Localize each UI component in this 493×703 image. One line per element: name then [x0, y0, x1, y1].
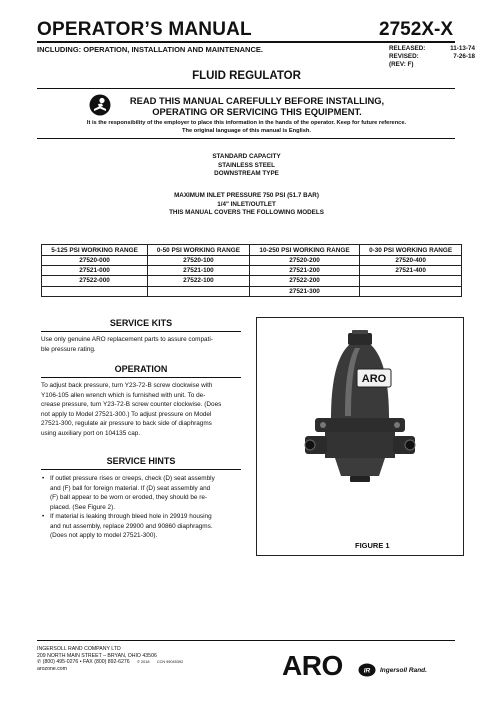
table-cell: 27522-200 [249, 276, 359, 286]
model-number: 2752X-X [379, 19, 453, 40]
revised-date: 7-26-18 [453, 53, 475, 60]
table-cell [360, 286, 462, 296]
spec-capacity: STANDARD CAPACITY [212, 153, 281, 160]
table-cell [360, 276, 462, 286]
models-table [41, 244, 462, 297]
phone-fax: (800) 495-0276 • FAX (800) 892-6276 [42, 659, 130, 666]
text-line: • If outlet pressure rises or creeps, check (D) seat assembly [50, 475, 215, 482]
figure-frame [256, 317, 464, 556]
table-cell: 27520-000 [42, 256, 148, 266]
text-line: crease pressure, turn Y23-72-B screw counter clockwise. (Does [41, 401, 222, 408]
warning-text-line1: It is the responsibility of the employer to place this information in the hands of the operator. Keep for future reference. [86, 120, 407, 126]
table-header-row [42, 245, 462, 256]
contact-line [37, 659, 183, 666]
svg-text:IR: IR [363, 667, 371, 675]
warning-text-line2: The original language of this manual is English. [182, 127, 311, 134]
warning-heading [122, 95, 392, 117]
table-cell: 27521-300 [249, 286, 359, 296]
table-cell: 27521-000 [42, 266, 148, 276]
operation-rule [41, 377, 241, 378]
footer-rule [37, 640, 455, 641]
footer-address [37, 646, 183, 672]
service-hints-rule [41, 469, 241, 470]
manual-subtitle: INCLUDING: OPERATION, INSTALLATION AND MAINTENANCE. [37, 45, 263, 54]
warning-rule [37, 138, 455, 139]
list-item [41, 512, 245, 541]
table-cell [42, 286, 148, 296]
aro-logo: ARO [282, 650, 343, 681]
revision-label: (REV: F) [389, 61, 414, 68]
company-address: 209 NORTH MAIN STREET – BRYAN, OHIO 43506 [37, 652, 157, 659]
service-kits-rule [41, 331, 241, 332]
text-line: placed. (See Figure 2). [50, 503, 116, 511]
spec-group-1 [0, 153, 493, 179]
spec-models-covered: THIS MANUAL COVERS THE FOLLOWING MODELS [169, 209, 324, 216]
read-manual-icon [89, 94, 111, 116]
service-kits-heading: SERVICE KITS [109, 318, 173, 328]
revised-label: REVISED: [389, 53, 419, 60]
service-hints-heading: SERVICE HINTS [106, 456, 176, 466]
table-cell: 27520-100 [148, 256, 250, 266]
table-row [42, 256, 462, 266]
table-row [42, 266, 462, 276]
product-rule [37, 88, 455, 89]
text-line: To adjust back pressure, turn Y23-72-B screw clockwise with [41, 382, 213, 389]
text-line: and nut assembly, replace 29900 and 90860 diaphragms. [50, 522, 213, 530]
text-line: and (F) ball for foreign material. If (D) seat assembly and [50, 484, 211, 492]
company-name: INGERSOLL RAND COMPANY LTD [37, 646, 121, 652]
warning-heading-line2: OPERATING OR SERVICING THIS EQUIPMENT. [152, 106, 362, 117]
operation-text [41, 381, 245, 438]
operation-heading: OPERATION [114, 364, 168, 374]
spec-type: DOWNSTREAM TYPE [214, 170, 279, 177]
text-line: using auxiliary port on 104135 cap. [41, 429, 141, 437]
table-cell: 27521-400 [360, 266, 462, 276]
table-row [42, 286, 462, 296]
table-header-cell: 5-125 PSI WORKING RANGE [42, 245, 148, 256]
text-line: (F) ball appear to be worn or eroded, they should be re- [50, 494, 208, 501]
revision-block [389, 45, 475, 69]
text-line: ble pressure rating. [41, 345, 96, 353]
spec-max-pressure: MAXIMUM INLET PRESSURE 750 PSI (51.7 BAR) [174, 192, 319, 199]
table-header-cell: 0-30 PSI WORKING RANGE [360, 245, 462, 256]
service-kits-text [41, 335, 245, 354]
text-line: Use only genuine ARO replacement parts to assure compati- [41, 336, 213, 343]
table-cell: 27522-000 [42, 276, 148, 286]
spec-inlet-outlet: 1/4" INLET/OUTLET [217, 200, 276, 208]
ingersoll-rand-wordmark: Ingersoll Rand. [380, 667, 427, 674]
table-cell: 27521-100 [148, 266, 250, 276]
table-cell: 27520-400 [360, 256, 462, 266]
figure-caption: FIGURE 1 [355, 541, 390, 550]
released-date: 11-13-74 [450, 45, 475, 52]
regulator-illustration [257, 318, 463, 555]
service-hints-list [41, 474, 245, 541]
text-line: 27521-300, regulate air pressure to back side of diaphragms [41, 420, 212, 427]
table-header-cell: 0-50 PSI WORKING RANGE [148, 245, 250, 256]
text-line: not apply to Model 27521-300.) To adjust pressure on Model [41, 410, 212, 418]
nameplate-text: ARO [361, 373, 387, 385]
released-label: RELEASED: [389, 45, 426, 52]
list-item [41, 474, 245, 512]
ccn-code: CCN 99045392 [156, 660, 184, 665]
copyright: © 2018 [137, 660, 150, 665]
header-rule [37, 41, 455, 43]
warning-heading-line1: READ THIS MANUAL CAREFULLY BEFORE INSTALLING, [129, 95, 385, 106]
website-link[interactable]: arozone.com [37, 665, 67, 672]
product-name: FLUID REGULATOR [192, 70, 301, 82]
table-cell: 27521-200 [249, 266, 359, 276]
spec-group-2 [0, 192, 493, 218]
manual-title: OPERATOR’S MANUAL [37, 19, 252, 40]
table-cell [148, 286, 250, 296]
spec-material: STAINLESS STEEL [218, 161, 275, 169]
ingersoll-rand-logo-icon [358, 663, 376, 677]
phone-icon: ✆ [37, 659, 43, 666]
table-header-cell: 10-250 PSI WORKING RANGE [249, 245, 359, 256]
text-line: Y106-105 allen wrench which is furnished with unit. To de- [41, 391, 206, 399]
text-line: (Does not apply to model 27521-300). [50, 532, 158, 539]
table-row [42, 276, 462, 286]
table-cell: 27522-100 [148, 276, 250, 286]
warning-text [40, 120, 453, 135]
table-cell: 27520-200 [249, 256, 359, 266]
text-line: • If material is leaking through bleed hole in 29919 housing [50, 513, 212, 520]
